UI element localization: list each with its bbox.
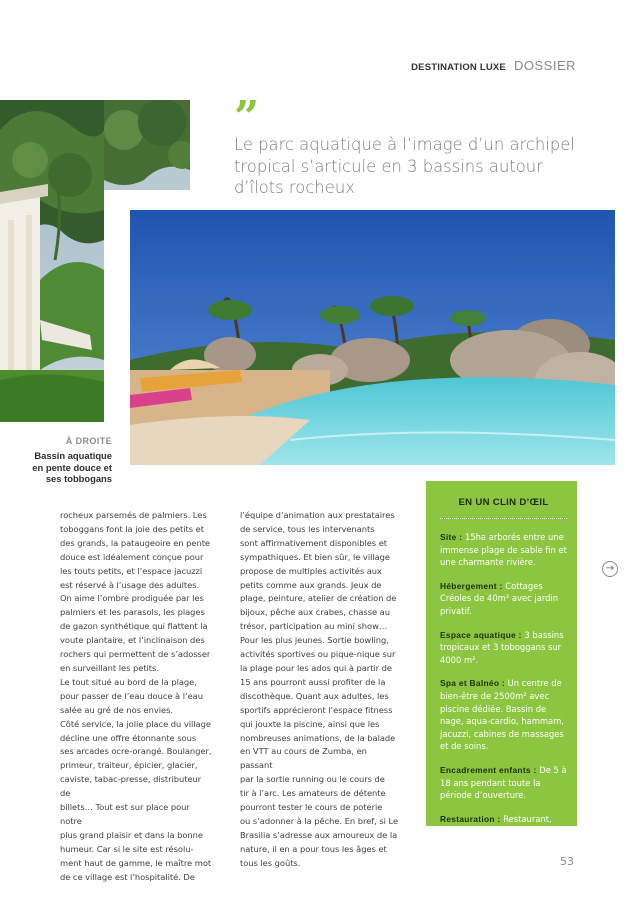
photo-caption xyxy=(30,436,112,485)
sidebar-item-key: Site : xyxy=(440,532,463,542)
page-header xyxy=(411,58,576,73)
sidebar-item-site xyxy=(440,531,567,569)
sidebar-item-hebergement xyxy=(440,580,567,618)
sidebar-item-value: Cottages Créoles de 40m² avec jardin privatif. xyxy=(440,580,559,616)
cottage-garden-image xyxy=(0,100,104,422)
sidebar-item-key: Spa et Balnéo : xyxy=(440,678,505,689)
sidebar-item-value: 3 bassins tropicaux et 3 toboggans sur 4000 m². xyxy=(440,629,564,665)
sidebar-item-encadrement xyxy=(440,764,567,802)
page-number: 53 xyxy=(560,855,574,868)
sidebar-item-restauration xyxy=(440,813,567,851)
photo-cottage-garden xyxy=(0,100,104,422)
article-column-2: l’équipe d’animation aux prestataires de service, tous les intervenants sont affirmativement disponibles et sympathiques. Et bien sûr, le village propose de multiples activités aux petits comme aux grands. Jeux de plage, peinture, atelier de création de bijoux, pêche aux crabes, chasse au trésor, participation au mini show… Pour les plus jeunes. Sortie bowling, activités sportives ou pique-nique sur la plage pour les ados qui à partir de 15 ans pourront aussi profiter de la discothèque. Quant aux adultes, les sportifs apprécieront l’espace fitness qui jouxte la piscine, ainsi que les nombreuses animations, de la balade en VTT au cours de Zumba, en passant par la sortie running ou le cours de tir à l’arc. Les amateurs de détente pourront tester le cours de poterie ou s’adonner à la pêche. En bref, si Le Brasilia s’adresse aux amoureux de la nature, il en a pour tous les âges et tous les goûts. xyxy=(240,510,399,868)
sidebar-item-value: 15ha arborés entre une immense plage de sable fin et une charmante rivière. xyxy=(440,532,567,568)
article-column-1: rocheux parsemés de palmiers. Les toboggans font la joie des petits et des grands, la pataugeoire en pente douce est idéalement conçue pour les touts petits, et l’espace jacuzzi est réservé à l’usage des adultes. On aime l’ombre prodiguée par les palmiers et les parasols, les plages de gazon synthétique qui flattent la voute plantaire, et l’inclinaison des rochers qui permettent de s’adosser en surveillant les petits. Le tout situé au bord de la plage, pour passer de l’eau douce à l’eau salée au gré de nos envies. Côté service, la jolie place du village décline une offre étonnante sous ses arcades ocre-orangé. Boulanger, primeur, traiteur, épicier, glacier, caviste, tabac-presse, distributeur de billets… Tout est sur place pour notre plus grand plaisir et dans la bonne humeur. Car si le site est résolu- ment haut de gamme, le maître mot de ce village est l’hospitalité. De xyxy=(60,510,212,882)
photo-cottage-garden-top xyxy=(104,100,190,190)
sidebar-divider xyxy=(440,518,567,519)
sidebar-item-key: Hébergement : xyxy=(440,580,503,591)
sidebar-title: EN UN CLIN D’ŒIL xyxy=(458,497,549,508)
info-sidebar xyxy=(426,481,577,849)
pull-quote: Le parc aquatique à l’image d’un archipel tropical s’articule en 3 bassins autour d’îlots rocheux xyxy=(234,135,575,197)
sidebar-item-espace-aquatique xyxy=(440,629,567,667)
sidebar-item-key: Espace aquatique : xyxy=(440,629,522,640)
aquatic-park-image xyxy=(130,210,615,465)
dossier-label: DOSSIER xyxy=(513,58,576,73)
cottage-garden-image-top xyxy=(104,100,190,190)
sidebar-item-key: Restauration : xyxy=(440,813,501,824)
sidebar-item-spa xyxy=(440,677,567,753)
sidebar-item-value: De 5 à 18 ans pendant toute la période d’ouverture. xyxy=(440,764,567,801)
caption-label: À DROITE xyxy=(65,436,112,446)
quote-mark-icon: ” xyxy=(234,92,260,143)
section-label: DESTINATION LUXE xyxy=(411,62,506,73)
photo-aquatic-park xyxy=(130,210,615,465)
right-arrow-circle-icon[interactable]: → xyxy=(602,561,618,577)
sidebar-item-key: Encadrement enfants : xyxy=(440,764,537,775)
sidebar-item-value: Un centre de bien-être de 2500m² avec piscine dédiée. Bassin de nage, aqua-cardio, hammam, jacuzzi, cabines de massages et de soins. xyxy=(440,678,564,752)
caption-text: Bassin aquatique en pente douce et ses tobbogans xyxy=(32,450,112,484)
sidebar-item-value: Restaurant, snack, pizzerias, Plats à emporter et glacier. xyxy=(440,813,552,849)
